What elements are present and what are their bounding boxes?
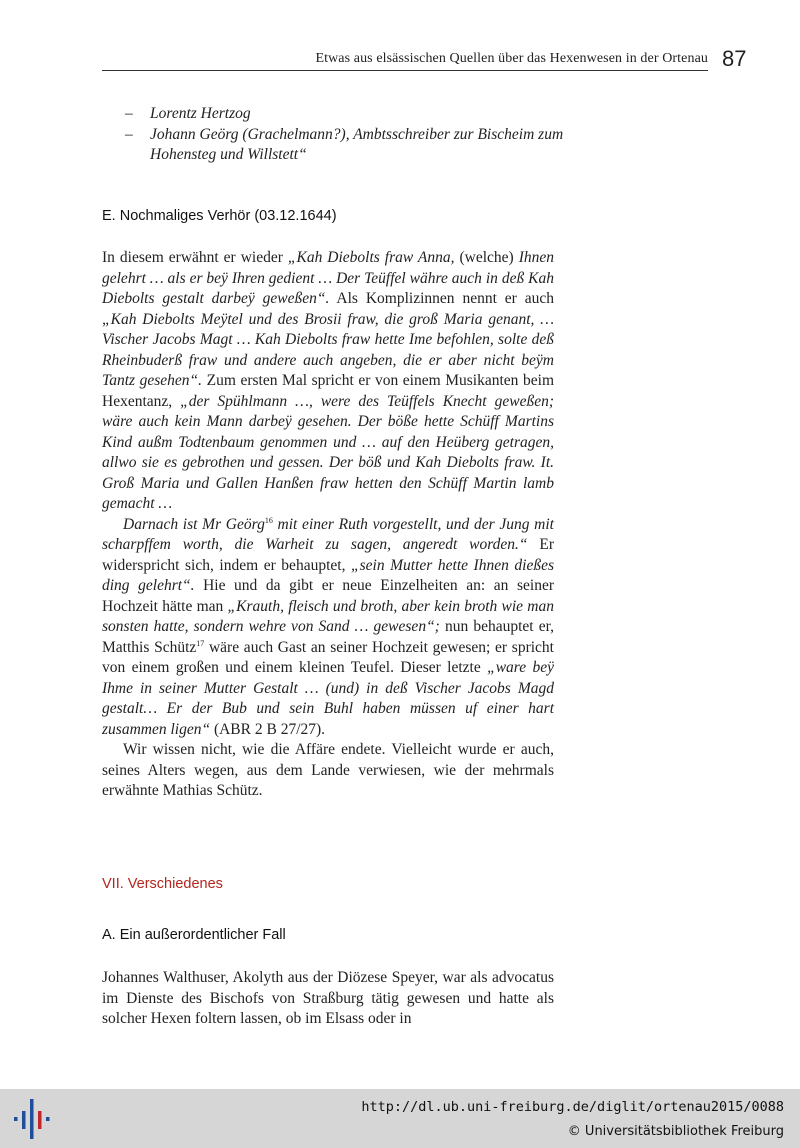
paragraph: In diesem erwähnt er wieder „Kah Diebolts fraw Anna, (welche) Ihnen gelehrt … als er beÿ Ihren gedient … Der Teüffel währe auch in deß Kah Diebolts gestalt darbeÿ geweßen“. Als Komplizinnen nennt er auch „Kah Diebolts Meÿtel und des Brosii fraw, die groß Maria genant, … Vischer Jacobs Magt … Kah Diebolts fraw hette Ime befohlen, solte deß Rheinbuderß fraw und andere auch angeben, die er aber nicht beÿm Tantz gesehen“. Zum ersten Mal spricht er von einem Musikanten beim Hexentanz, „der Spühlmann …, were des Teüffels Knecht geweßen; wäre auch kein Mann darbeÿ gesehen. Der böße hette Schüff Martins Kind außm Todtenbaum genommen und … auf den Heüberg getragen, allwo sie es gebrothen und gessen. Der böß und Kah Diebolts fraw. It. Groß Maria und Gallen Hanßen fraw hetten den Schüff Martin lamb gemacht … (102, 249, 555, 512)
quoted-source-text: „Kah Diebolts Meÿtel und des Brosii fraw, die groß Maria genant, … Vischer Jacobs Magt … Kah Diebolts fraw hette Ime befohlen, solte deß Rheinbuderß fraw und andere auch angeben, die er aber nicht beÿm Tantz gesehen“. (102, 310, 554, 389)
header-rule (102, 70, 708, 71)
paragraph: Wir wissen nicht, wie die Affäre endete. Vielleicht wurde er auch, seines Alters wegen, aus dem Lande verwiesen, wie der mehrmals erwähnte Mathias Schütz. (102, 741, 554, 799)
paragraph: Darnach ist Mr Geörg$^{16}$ mit einer Ruth vorgestellt, und der Jung mit scharpffem worth, die Warheit zu sagen, angeredt worden.“ Er widerspricht sich, indem er behauptet, „sein Mutter hette Ihnen dießes ding gelehrt“. Hie und da gibt er neue Einzelheiten an: an seiner Hochzeit hätte man „Krauth, fleisch und broth, aber kein broth wie man sonsten hatte, sondern wehre von Sand … gewesen“; nun behauptet er, Matthis Schütz$^{17}$ wäre auch Gast an seiner Hochzeit gewesen; er spricht von einem großen und einem kleinen Teufel. Dieser letzte „ware beÿ Ihme in seiner Mutter Gestalt … (und) in deß Vischer Jacobs Magd gestalt… Er der Bub und sein Buhl haben müssen uf einer hart zusammen ligen“ (ABR 2 B 27/27). (102, 515, 554, 738)
list-dash: – (125, 125, 133, 143)
logo-bar (38, 1111, 42, 1129)
ub-freiburg-logo-icon (14, 1097, 50, 1141)
logo-bar (22, 1111, 26, 1129)
list-item (125, 125, 565, 166)
quoted-source-text: „Krauth, fleisch und broth, aber kein broth wie man sonsten hatte, sondern wehre von Sand … gewesen“; (102, 597, 554, 635)
quoted-source-text: mit einer Ruth vorgestellt, und der Jung mit scharpffem worth, die Warheit zu sagen, angeredt worden.“ (102, 515, 554, 553)
page-number: 87 (722, 46, 747, 71)
paragraph: Johannes Walthuser, Akolyth aus der Diözese Speyer, war als advocatus im Dienste des Bischofs von Straßburg tätig gewesen und hatte als solcher Hexen foltern lassen, ob im Elsass oder in (102, 969, 554, 1027)
section-e-body (102, 248, 554, 802)
logo-bar (46, 1117, 50, 1121)
footnote-ref: 17 (196, 638, 205, 648)
permalink-url[interactable]: http://dl.ub.uni-freiburg.de/diglit/ortenau2015/0088 (361, 1099, 784, 1115)
quoted-source-text: „der Spühlmann …, were des Teüffels Knecht geweßen; wäre auch kein Mann darbeÿ gesehen. Der böße hette Schüff Martins Kind außm Todtenbaum genommen und … auf den Heüberg getragen, allwo sie es gebrothen und gessen. Der böß und Kah Diebolts fraw. It. Groß Maria und Gallen Hanßen fraw hetten den Schüff Martin lamb gemacht … (102, 392, 554, 512)
list-item (125, 104, 565, 125)
section-vii-heading: VII. Verschiedenes (102, 876, 223, 892)
section-a-heading: A. Ein außerordentlicher Fall (102, 927, 286, 943)
name-list (125, 104, 565, 166)
footnote-ref: 16 (264, 515, 273, 525)
quoted-source-text: Ihnen gelehrt … als er beÿ Ihren gedient … Der Teüffel währe auch in deß Kah Diebolts gestalt darbeÿ geweßen“. (102, 249, 554, 307)
list-dash: – (125, 105, 133, 122)
running-title: Etwas aus elsässischen Quellen über das Hexenwesen in der Ortenau (315, 51, 708, 66)
section-e-heading: E. Nochmaliges Verhör (03.12.1644) (102, 208, 337, 224)
list-item-text: Johann Geörg (Grachelmann?), Ambtsschreiber zur Bischeim zum Hohensteg und Willstett“ (150, 125, 564, 163)
viewer-footer (0, 1089, 800, 1148)
section-a-body (102, 968, 554, 1030)
logo-bar (14, 1117, 18, 1121)
quoted-source-text: „Kah Diebolts fraw Anna, (287, 249, 455, 266)
list-item-text: Lorentz Hertzog (150, 105, 251, 122)
copyright-notice: © Universitätsbibliothek Freiburg (567, 1124, 784, 1139)
quoted-source-text: „ware beÿ Ihme in seiner Mutter Gestalt … (und) in deß Vischer Jacobs Magd gestalt… Er der Bub und sein Buhl haben müssen uf einer hart zusammen ligen“ (102, 659, 554, 738)
logo-bar (30, 1099, 34, 1139)
quoted-source-text: Darnach ist Mr Geörg (123, 515, 265, 533)
quoted-source-text: „sein Mutter hette Ihnen dießes ding gelehrt“. (102, 556, 554, 594)
